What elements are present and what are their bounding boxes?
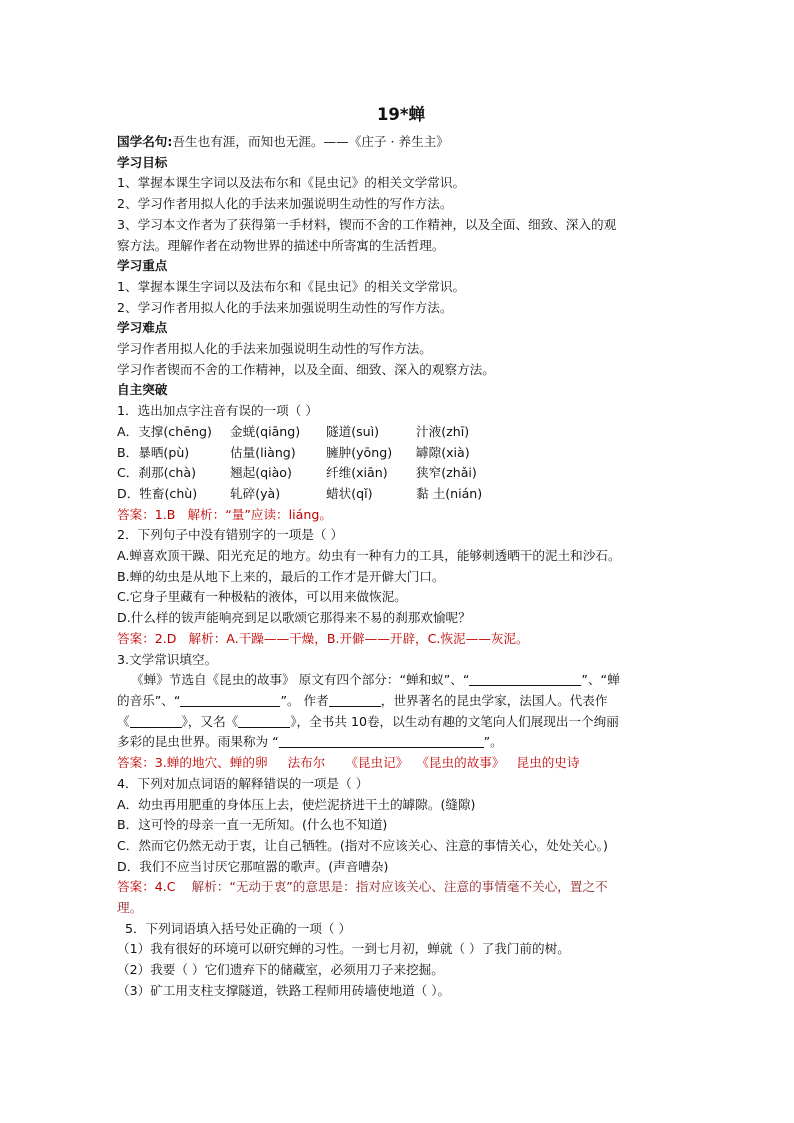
q2-answer-label: 答案：2.D bbox=[117, 630, 177, 646]
q1-option-term: B．暴晒(pù) bbox=[117, 444, 190, 460]
q3-text: ”、“蝉 bbox=[581, 672, 620, 688]
q1-option-row bbox=[117, 443, 677, 464]
key-point-item: 1、掌握本课生字词以及法布尔和《昆虫记》的相关文学常识。 bbox=[117, 278, 466, 294]
goal-item: 3、学习本文作者为了获得第一手材料，锲而不舍的工作精神，以及全面、细致、深入的观 bbox=[117, 216, 617, 232]
motto-line bbox=[117, 132, 677, 153]
q3-stem: 3.文学常识填空。 bbox=[117, 651, 218, 667]
q2-option: C.它身子里藏有一种极粘的液体，可以用来做恢泥。 bbox=[117, 589, 407, 605]
goal-item: 察方法。理解作者在动物世界的描述中所寄寓的生活哲理。 bbox=[117, 237, 445, 253]
q3-paragraph-line bbox=[117, 732, 677, 753]
q1-option-term: 金蜣(qiāng) bbox=[230, 423, 301, 439]
q5-item: （1）我有很好的环境可以研究蝉的习性。一到七月初，蝉就（ ）了我门前的树。 bbox=[117, 941, 570, 957]
q3-text: ，世界著名的昆虫学家，法国人。代表作 bbox=[380, 692, 608, 708]
q3-text: 》，又名《 bbox=[181, 713, 239, 729]
q4-option: D．我们不应当讨厌它那喧嚣的歌声。(声音嘈杂) bbox=[117, 858, 389, 874]
q3-paragraph-line bbox=[117, 691, 677, 712]
key-points-heading: 学习重点 bbox=[117, 258, 168, 274]
q3-text: 》，全书共 10卷，以生动有趣的文笔向人们展现出一个绚丽 bbox=[290, 713, 619, 729]
q2-option: A.蝉喜欢顶干躁、阳光充足的地方。幼虫有一种有力的工具，能够刺透晒干的泥土和沙石。 bbox=[117, 548, 621, 564]
fill-blank-1[interactable] bbox=[469, 671, 581, 686]
q4-option: C．然而它仍然无动于衷，让自己牺牲。(指对不应该关心、注意的事情关心，处处关心。) bbox=[117, 837, 608, 853]
breakthrough-heading: 自主突破 bbox=[117, 382, 168, 398]
q2-answer-note: 解析：A.干躁——干燥，B.开僻——开辟，C.恢泥——灰泥。 bbox=[176, 630, 529, 646]
q3-paragraph-line bbox=[117, 712, 677, 733]
q1-option-term: C．刹那(chà) bbox=[117, 465, 197, 481]
difficulty-item: 学习作者锲而不舍的工作精神，以及全面、细致、深入的观察方法。 bbox=[117, 361, 495, 377]
q4-stem: 4．下列对加点词语的解释错误的一项是（ ） bbox=[117, 775, 369, 791]
q1-option-term: 汁液(zhī) bbox=[416, 423, 470, 439]
q3-answer: 答案：3.蝉的地穴、蝉的卵 法布尔 《昆虫记》 《昆虫的故事》 昆虫的史诗 bbox=[117, 755, 580, 771]
q1-option-term: 狭窄(zhǎi) bbox=[416, 465, 477, 481]
fill-blank-2[interactable] bbox=[180, 692, 280, 707]
q1-option-term: D．牲畜(chù) bbox=[117, 485, 198, 501]
document-page bbox=[117, 104, 677, 1002]
q5-item: （2）我要（ ）它们遗弃下的储藏室，必须用刀子来挖掘。 bbox=[117, 962, 444, 978]
motto-label: 国学名句: bbox=[117, 134, 173, 149]
fill-blank-5[interactable] bbox=[238, 713, 290, 728]
motto-text: 吾生也有涯，而知也无涯。——《庄子 · 养生主》 bbox=[172, 134, 449, 149]
q2-option: B.蝉的幼虫是从地下上来的，最后的工作才是开僻大门口。 bbox=[117, 568, 445, 584]
lesson-title: 19*蝉 bbox=[376, 105, 426, 124]
q4-option: B．这可怜的母亲一直一无所知。(什么也不知道) bbox=[117, 817, 388, 833]
q4-answer-note-cont: 理。 bbox=[117, 900, 143, 916]
q2-option: D.什么样的钹声能响亮到足以歌颂它那得来不易的刹那欢愉呢？ bbox=[117, 610, 471, 626]
fill-blank-4[interactable] bbox=[130, 713, 182, 728]
q3-text: 《 bbox=[117, 713, 130, 729]
key-point-item: 2、学习作者用拟人化的手法来加强说明生动性的写作方法。 bbox=[117, 299, 453, 315]
q1-option-term: 纤维(xiān) bbox=[326, 465, 388, 481]
q1-option-row bbox=[117, 463, 677, 484]
q1-option-term: 隧道(suì) bbox=[326, 423, 380, 439]
q4-answer-note: 解析：“无动于衷”的意思是：指对应该关心、注意的事情毫不关心，置之不 bbox=[175, 879, 608, 895]
q1-answer bbox=[117, 505, 677, 526]
q1-option-term: 轧碎(yà) bbox=[230, 485, 281, 501]
q1-option-term: 蜡状(qǐ) bbox=[326, 485, 373, 501]
q2-answer bbox=[117, 629, 677, 650]
q4-answer-label: 答案：4.C bbox=[117, 879, 176, 895]
difficulty-item: 学习作者用拟人化的手法来加强说明生动性的写作方法。 bbox=[117, 341, 432, 357]
q1-answer-label: 答案：1.B bbox=[117, 506, 176, 522]
q3-paragraph-line bbox=[117, 670, 677, 691]
q1-option-term: A．支撑(chēng) bbox=[117, 423, 212, 439]
q3-text: 多彩的昆虫世界。雨果称为 “ bbox=[117, 734, 279, 750]
goal-item: 2、学习作者用拟人化的手法来加强说明生动性的写作方法。 bbox=[117, 196, 453, 212]
q1-option-term: 臃肿(yōng) bbox=[326, 444, 393, 460]
q5-item: （3）矿工用支柱支撑隧道，铁路工程师用砖墙使地道（ ）。 bbox=[117, 982, 451, 998]
q1-option-term: 黏 土(nián) bbox=[416, 485, 483, 501]
q4-answer bbox=[117, 877, 677, 898]
q3-text: 的音乐”、“ bbox=[117, 692, 181, 708]
q1-stem: 1．选出加点字注音有误的一项（ ） bbox=[117, 403, 318, 419]
goal-item: 1、掌握本课生字词以及法布尔和《昆虫记》的相关文学常识。 bbox=[117, 175, 466, 191]
difficulties-heading: 学习难点 bbox=[117, 320, 168, 336]
q4-option: A．幼虫再用肥重的身体压上去，使烂泥挤进干土的罅隙。(缝隙) bbox=[117, 796, 476, 812]
q3-text: ”。 bbox=[483, 734, 503, 750]
q5-stem: 5．下列词语填入括号处正确的一项（ ） bbox=[125, 920, 352, 936]
q3-text: ”。 作者 bbox=[280, 692, 329, 708]
fill-blank-6[interactable] bbox=[279, 733, 484, 748]
q1-answer-note: 解析：“量”应读：liáng。 bbox=[175, 506, 332, 522]
q1-option-row bbox=[117, 484, 677, 505]
q1-option-row bbox=[117, 422, 677, 443]
fill-blank-3[interactable] bbox=[329, 692, 381, 707]
q1-option-term: 翘起(qiào) bbox=[230, 465, 292, 481]
goals-heading: 学习目标 bbox=[117, 154, 168, 170]
q3-text: 《蝉》节选自《昆虫的故事》 原文有四个部分：“蝉和蚁”、“ bbox=[131, 672, 470, 688]
q2-stem: 2．下列句子中没有错别字的一项是（ ） bbox=[117, 527, 344, 543]
q1-option-term: 罅隙(xià) bbox=[416, 444, 470, 460]
q1-option-term: 估量(liàng) bbox=[230, 444, 296, 460]
